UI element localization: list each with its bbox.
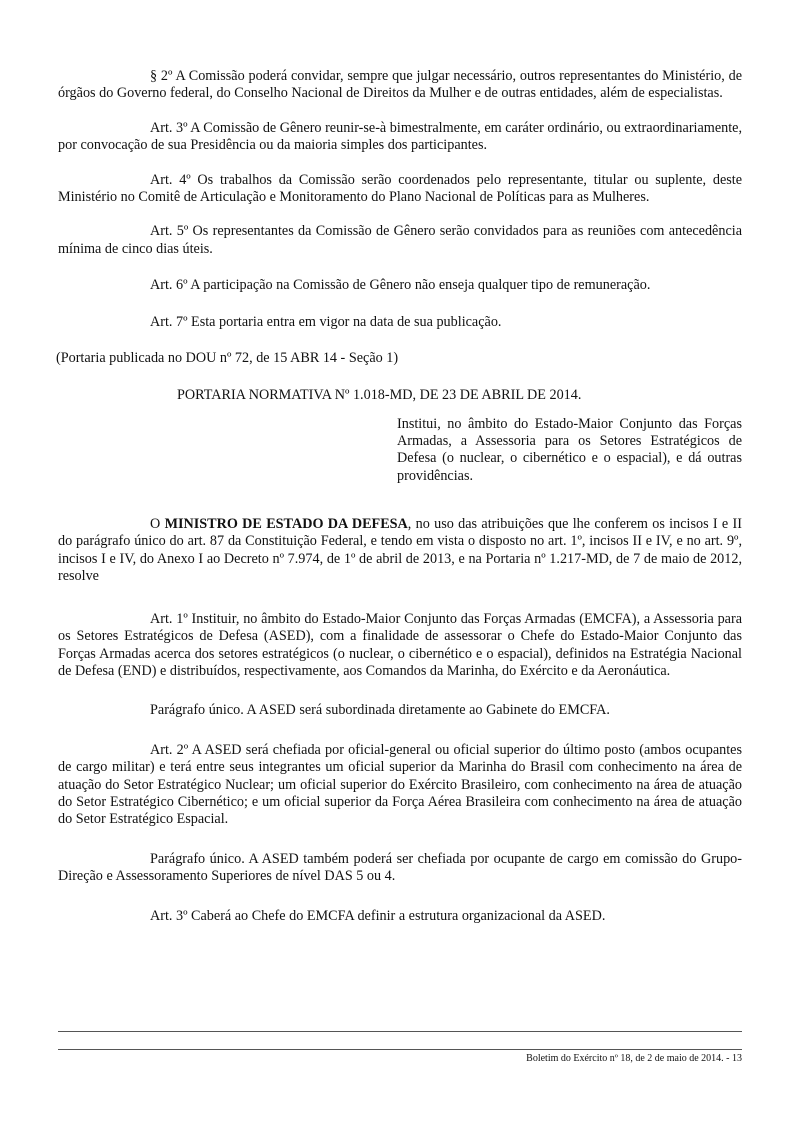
footer-rule-bottom [58, 1049, 742, 1050]
paragraph-art-1-unico: Parágrafo único. A ASED será subordinada diretamente ao Gabinete do EMCFA. [150, 702, 610, 719]
footer-citation: Boletim do Exército nº 18, de 2 de maio de 2014. - 13 [526, 1053, 742, 1064]
preamble-rest: , no uso das atribuições que lhe conferem os incisos I e II do parágrafo único do art. 87 da Constituição Federal, e tendo em vista o disposto no art. 1º, incisos II e IV, e no art. 9º, incisos I e IV, do Anexo I ao Decreto nº 7.974, de 1º de abril de 2013, e na Portaria nº 1.217-MD, de 7 de maio de 2012, resolve [58, 516, 742, 585]
footer-rule-top [58, 1031, 742, 1032]
preamble [58, 516, 742, 586]
paragraph-section-2: § 2º A Comissão poderá convidar, sempre que julgar necessário, outros representantes do Ministério, de órgãos do Governo federal, do Conselho Nacional de Direitos da Mulher e de outras entidades, além de especialistas. [58, 68, 742, 102]
paragraph-art-3-ased: Art. 3º Caberá ao Chefe do EMCFA definir a estrutura organizacional da ASED. [150, 907, 606, 924]
paragraph-art-6: Art. 6º A participação na Comissão de Gênero não enseja qualquer tipo de remuneração. [150, 277, 651, 294]
page-footer [58, 1031, 742, 1065]
portaria-ementa: Institui, no âmbito do Estado-Maior Conjunto das Forças Armadas, a Assessoria para os Setores Estratégicos de Defesa (o nuclear, o cibernético e o espacial), e dá outras providências. [397, 415, 742, 484]
minister-title: MINISTRO DE ESTADO DA DEFESA [164, 516, 408, 533]
portaria-title: PORTARIA NORMATIVA Nº 1.018-MD, DE 23 DE ABRIL DE 2014. [177, 387, 582, 404]
paragraph-art-4: Art. 4º Os trabalhos da Comissão serão coordenados pelo representante, titular ou suplente, deste Ministério no Comitê de Articulação e Monitoramento do Plano Nacional de Políticas para as Mulheres. [58, 171, 742, 206]
publication-note: (Portaria publicada no DOU nº 72, de 15 ABR 14 - Seção 1) [56, 350, 399, 367]
paragraph-art-1: Art. 1º Instituir, no âmbito do Estado-Maior Conjunto das Forças Armadas (EMCFA), a Assessoria para os Setores Estratégicos de Defesa (ASED), com a finalidade de assessorar o Chefe do Estado-Maior Conjunto das Forças Armadas acerca dos setores estratégicos (o nuclear, o cibernético e o espacial), definidos na Estratégia Nacional de Defesa (END) e distribuídos, respectivamente, aos Comandos da Marinha, do Exército e da Aeronáutica. [58, 610, 742, 679]
paragraph-art-2: Art. 2º A ASED será chefiada por oficial-general ou oficial superior do último posto (ambos ocupantes de cargo militar) e terá entre seus integrantes um oficial superior da Marinha do Brasil com conhecimento na área de atuação do Setor Estratégico Nuclear; um oficial superior do Exército Brasileiro, com conhecimento na área de atuação do Setor Estratégico Cibernético; e um oficial superior da Força Aérea Brasileira com conhecimento na área de atuação do Setor Estratégico Espacial. [58, 741, 742, 828]
document-body [58, 68, 742, 925]
paragraph-art-3: Art. 3º A Comissão de Gênero reunir-se-à bimestralmente, em caráter ordinário, ou extraordinariamente, por convocação de sua Presidência ou da maioria simples dos participantes. [58, 119, 742, 154]
paragraph-art-2-unico: Parágrafo único. A ASED também poderá ser chefiada por ocupante de cargo em comissão do Grupo-Direção e Assessoramento Superiores de nível DAS 5 ou 4. [58, 850, 742, 885]
paragraph-art-7: Art. 7º Esta portaria entra em vigor na data de sua publicação. [150, 313, 502, 330]
preamble-lead: O [150, 516, 165, 533]
paragraph-art-5: Art. 5º Os representantes da Comissão de Gênero serão convidados para as reuniões com antecedência mínima de cinco dias úteis. [58, 223, 742, 257]
